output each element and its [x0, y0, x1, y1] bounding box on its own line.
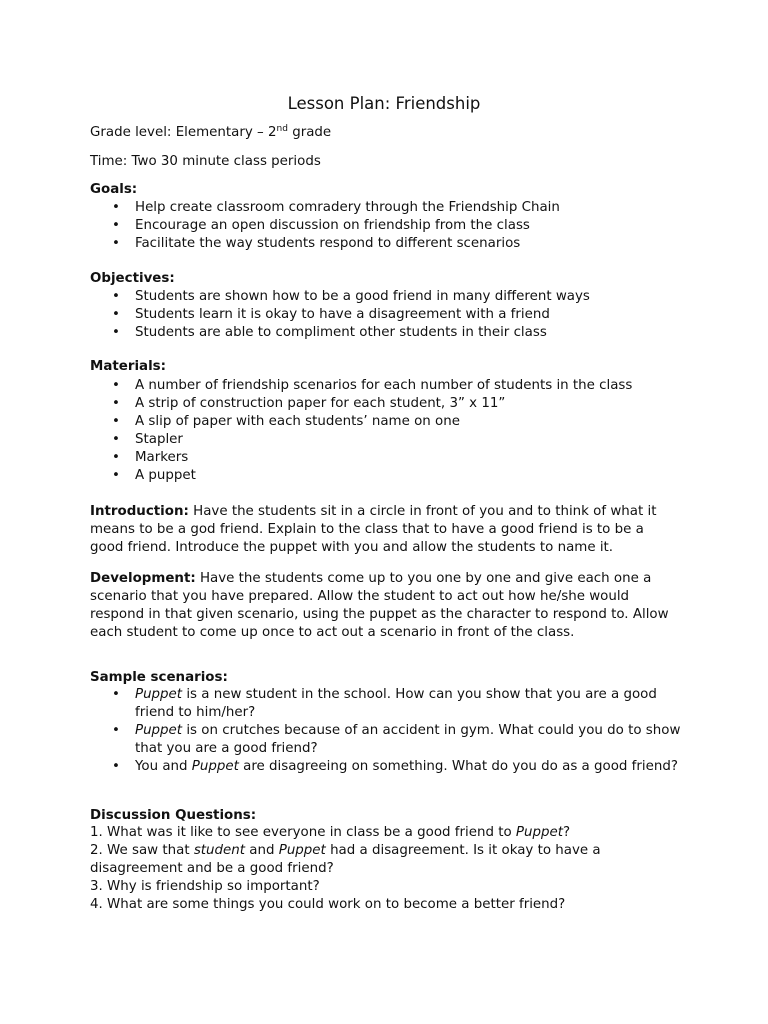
scenario-text: is on crutches because of an accident in gym. What could you do to show that you are a good friend? [135, 723, 681, 756]
list-item: • Facilitate the way students respond to different scenarios [90, 235, 560, 253]
question-text: ? [562, 825, 571, 840]
list-item [90, 758, 695, 776]
development-text: Have the students come up to you one by one and give each one a scenario that you have prepared. Allow the student to act out how he/she would respond in that given scenario, using the puppet as the character to respond to. Allow each student to come up once to act out a scenario in front of the class. [90, 571, 669, 640]
list-item: • A puppet [90, 467, 632, 485]
scenario-text: is a new student in the school. How can you show that you are a good friend to him/her? [135, 687, 657, 720]
list-item [90, 824, 650, 842]
grade-level-tail: grade [287, 125, 332, 140]
time-line: Time: Two 30 minute class periods [90, 154, 321, 169]
discussion-list [90, 824, 650, 914]
list-item: • Encourage an open discussion on friendship from the class [90, 217, 560, 235]
introduction-heading: Introduction: [90, 504, 189, 519]
discussion-heading: Discussion Questions: [90, 808, 257, 823]
list-item [90, 842, 650, 878]
question-emphasis: student [193, 843, 246, 858]
list-item: • Students are shown how to be a good friend in many different ways [90, 288, 590, 306]
sample-scenarios-heading: Sample scenarios: [90, 670, 228, 685]
grade-level-value: Elementary – 2 [175, 125, 277, 140]
goals-heading: Goals: [90, 182, 138, 197]
question-emphasis: Puppet [278, 843, 326, 858]
goals-list [90, 199, 560, 253]
grade-level-superscript: nd [276, 124, 288, 134]
list-item: 4. What are some things you could work on to become a better friend? [90, 897, 566, 912]
list-item: • Markers [90, 449, 632, 467]
introduction-paragraph [90, 503, 680, 557]
introduction-text: Have the students sit in a circle in front of you and to think of what it means to be a god friend. Explain to the class that to have a good friend is to be a good friend. Introduce the puppet with you and allow the students to name it. [90, 504, 657, 555]
document-title: Lesson Plan: Friendship [287, 94, 481, 113]
sample-scenarios-list [90, 686, 695, 776]
objectives-heading: Objectives: [90, 271, 175, 286]
list-item: • Help create classroom comradery through the Friendship Chain [90, 199, 560, 217]
list-item: • A strip of construction paper for each student, 3” x 11” [90, 395, 632, 413]
grade-level-label: Grade level: [90, 125, 172, 140]
scenario-text: are disagreeing on something. What do you do as a good friend? [238, 759, 678, 774]
development-heading: Development: [90, 571, 196, 586]
question-text: 1. What was it like to see everyone in class be a good friend to [90, 825, 516, 840]
question-text: had a disagreement. Is it okay to have a disagreement and be a good friend? [90, 843, 601, 876]
materials-list [90, 377, 632, 485]
list-item: • A slip of paper with each students’ name on one [90, 413, 632, 431]
question-text: and [245, 843, 279, 858]
objectives-list [90, 288, 590, 342]
question-text: 2. We saw that [90, 843, 194, 858]
scenario-puppet: Puppet [135, 723, 183, 738]
scenario-prefix: You and [135, 759, 192, 774]
list-item [90, 686, 695, 722]
list-item: 3. Why is friendship so important? [90, 879, 320, 894]
list-item: • Students learn it is okay to have a disagreement with a friend [90, 306, 590, 324]
list-item [90, 722, 695, 758]
question-emphasis: Puppet [515, 825, 563, 840]
scenario-puppet: Puppet [135, 687, 183, 702]
development-paragraph [90, 570, 680, 642]
list-item: • Stapler [90, 431, 632, 449]
grade-level-line [90, 124, 331, 142]
list-item: • A number of friendship scenarios for each number of students in the class [90, 377, 632, 395]
materials-heading: Materials: [90, 359, 166, 374]
list-item: • Students are able to compliment other students in their class [90, 324, 590, 342]
scenario-puppet: Puppet [191, 759, 239, 774]
